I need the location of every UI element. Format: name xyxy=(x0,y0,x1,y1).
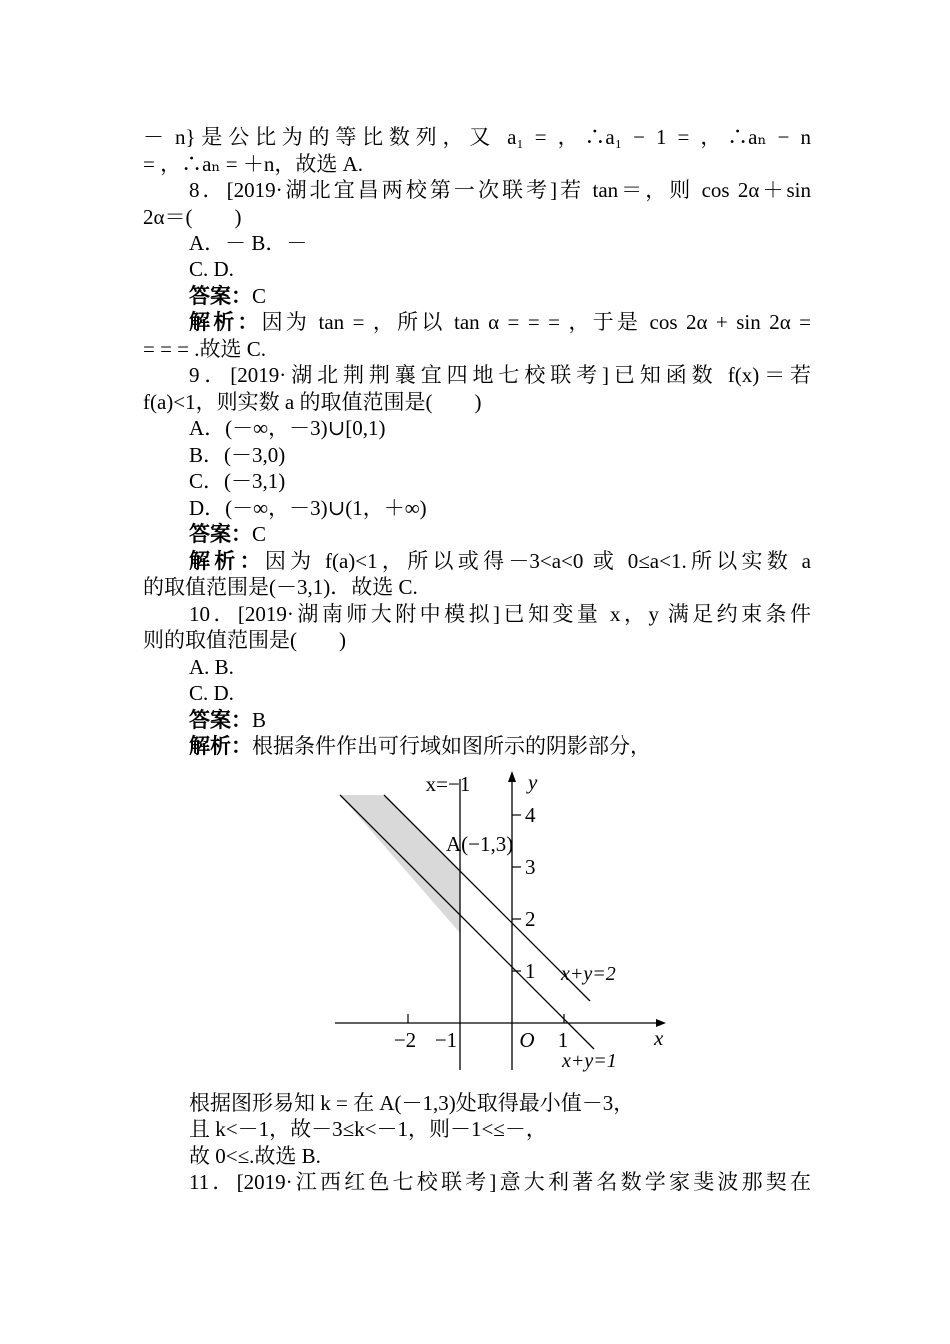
question-8-solution-cont: = = = .故选 C. xyxy=(143,337,267,361)
label-point-a: A(−1,3) xyxy=(446,832,514,856)
label-y-axis: y xyxy=(528,770,538,794)
solution-text: 因为 tan = ，所以 tan α = = = ，于是 cos 2α + sin 2α = xyxy=(261,310,811,334)
question-8-stem-cont: 2α＝( ) xyxy=(143,205,242,229)
label-line-x-plus-y-2: x+y=2 xyxy=(561,963,616,985)
question-10-stem: 10．[2019·湖南师大附中模拟]已知变量 x，y 满足约束条件 xyxy=(189,602,811,626)
question-9-option-b: B．(－3,0) xyxy=(189,443,286,467)
solution-label: 解析： xyxy=(189,549,265,573)
question-9-stem-cont: f(a)<1，则实数 a 的取值范围是( ) xyxy=(143,390,482,414)
x-tick-label-neg1: −1 xyxy=(434,1028,458,1052)
shaded-region xyxy=(340,795,460,933)
question-10-options-ab: A. B. xyxy=(189,655,234,679)
answer-value: C xyxy=(252,522,267,546)
y-tick-label-3: 3 xyxy=(525,855,536,879)
question-8-solution xyxy=(189,309,811,335)
question-9-stem: 9．[2019·湖北荆荆襄宜四地七校联考]已知函数 f(x)＝若 xyxy=(189,363,811,387)
y-axis-arrow xyxy=(508,771,516,782)
answer-label: 答案： xyxy=(189,708,252,732)
answer-label: 答案： xyxy=(189,522,252,546)
question-11-stem: 11．[2019·江西红色七校联考]意大利著名数学家斐波那契在 xyxy=(189,1170,811,1194)
solution-line: 且 k<－1，故－3≤k<－1，则－1<≤－， xyxy=(189,1117,547,1141)
question-8-stem: 8．[2019·湖北宜昌两校第一次联考]若 tan＝，则 cos 2α＋sin xyxy=(189,178,811,202)
question-9-option-d: D．(－∞，－3)∪(1，＋∞) xyxy=(189,496,427,520)
question-9-solution-cont: 的取值范围是(－3,1)．故选 C. xyxy=(143,575,418,599)
label-origin: O xyxy=(519,1028,535,1052)
label-x-axis: x xyxy=(654,1026,664,1050)
y-tick-label-1: 1 xyxy=(525,959,536,983)
question-10-stem-cont: 则的取值范围是( ) xyxy=(143,628,346,652)
question-9-option-c: C．(－3,1) xyxy=(189,469,286,493)
question-8-options-ab: A．－ B．－ xyxy=(189,231,308,255)
y-tick-label-2: 2 xyxy=(525,907,536,931)
label-x-eq-neg1: x=−1 xyxy=(425,772,471,796)
solution-text: 因为 f(a)<1，所以或得－3<a<0 或 0≤a<1.所以实数 a xyxy=(264,549,811,573)
label-line-x-plus-y-1: x+y=1 xyxy=(562,1050,617,1072)
question-10-answer xyxy=(189,707,266,733)
question-9-solution xyxy=(189,548,811,574)
solution-text: 根据条件作出可行域如图所示的阴影部分， xyxy=(252,734,651,758)
solution-line: 根据图形易知 k = 在 A(－1,3)处取得最小值－3， xyxy=(189,1091,635,1115)
question-8-options-cd: C. D. xyxy=(189,257,234,281)
y-tick-label-4: 4 xyxy=(525,803,536,827)
question-8-answer xyxy=(189,283,266,309)
solution-label: 解析： xyxy=(189,734,252,758)
question-10-solution xyxy=(189,733,651,759)
question-9-answer xyxy=(189,521,266,547)
x-tick-label-neg2: −2 xyxy=(393,1028,417,1052)
answer-value: B xyxy=(252,708,267,732)
answer-label: 答案： xyxy=(189,284,252,308)
solution-line: 故 0<≤.故选 B. xyxy=(189,1144,321,1168)
feasible-region-figure xyxy=(320,765,680,1085)
line-x-plus-y-2 xyxy=(384,795,590,1001)
x-tick-label-1: 1 xyxy=(557,1028,569,1052)
answer-value: C xyxy=(252,284,267,308)
text-line: － n}是公比为的等比数列，又 a₁ = ，∴a₁ − 1 = ，∴aₙ − n xyxy=(143,125,811,149)
question-10-options-cd: C. D. xyxy=(189,681,234,705)
question-9-option-a: A．(－∞，－3)∪[0,1) xyxy=(189,416,386,440)
text-line: = ，∴aₙ = ＋n，故选 A. xyxy=(143,152,364,176)
solution-label: 解析： xyxy=(189,310,262,334)
